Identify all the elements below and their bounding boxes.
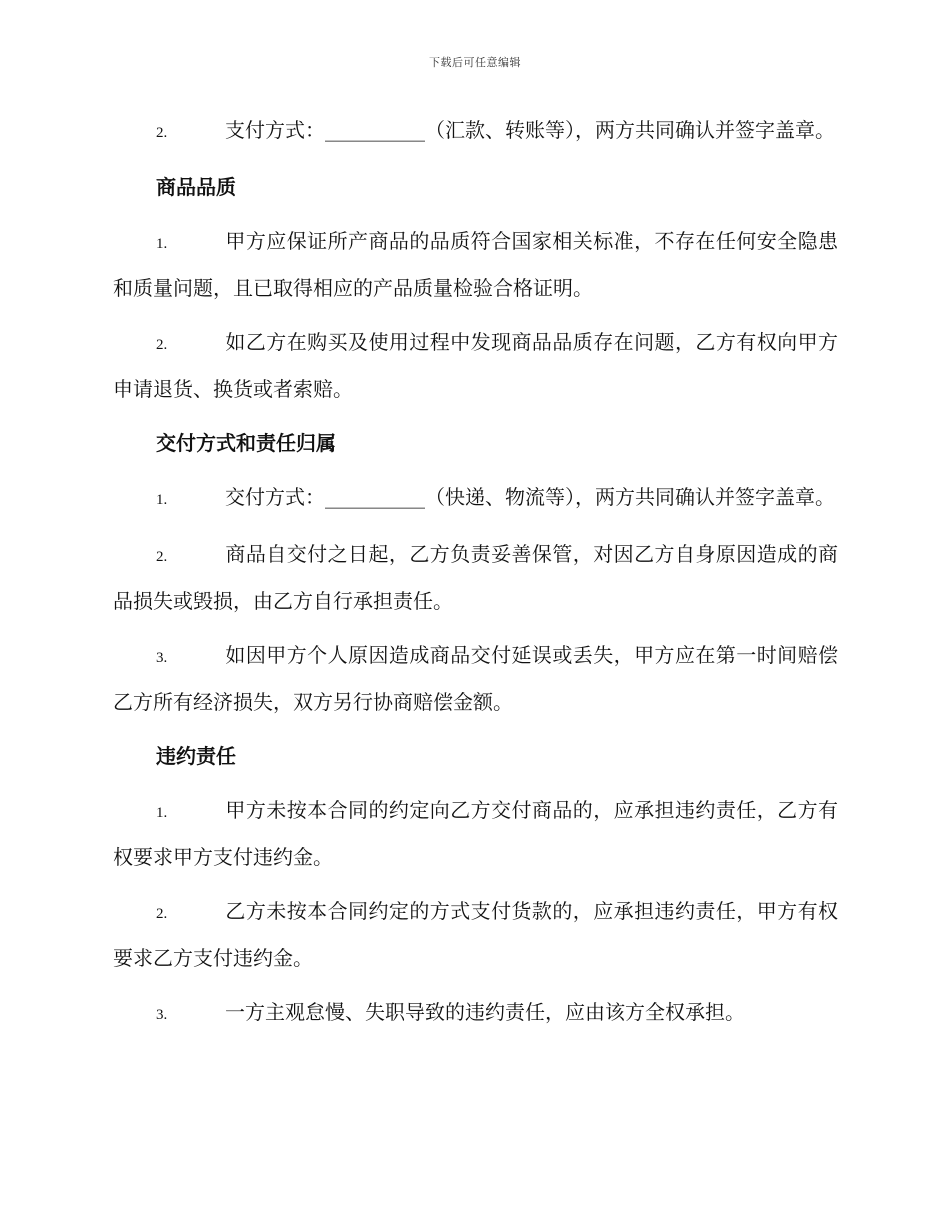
- item-number: 1.: [156, 492, 168, 508]
- item-number: 2.: [156, 549, 168, 565]
- item-text: 甲方未按本合同的约定向乙方交付商品的，应承担违约责任，乙方有权要求甲方支付违约金。: [113, 798, 838, 869]
- list-item: [113, 320, 838, 411]
- section-heading-delivery: 交付方式和责任归属: [156, 431, 336, 455]
- item-text: 支付方式：__________（汇款、转账等），两方共同确认并签字盖章。: [225, 118, 835, 142]
- item-number: 3.: [156, 1007, 168, 1023]
- list-item: [113, 990, 838, 1037]
- item-number: 1.: [156, 236, 168, 252]
- item-text: 交付方式：__________（快递、物流等），两方共同确认并签字盖章。: [225, 485, 835, 509]
- section-heading-breach: 违约责任: [156, 744, 236, 768]
- list-item: [113, 788, 838, 879]
- page-header: 下载后可任意编辑: [429, 56, 521, 69]
- item-number: 3.: [156, 650, 168, 666]
- item-number: 2.: [156, 125, 168, 141]
- item-text: 乙方未按本合同约定的方式支付货款的，应承担违约责任，甲方有权要求乙方支付违约金。: [113, 899, 838, 970]
- list-item: [113, 532, 838, 623]
- item-text: 甲方应保证所产商品的品质符合国家相关标准，不存在任何安全隐患和质量问题，且已取得相应的产品质量检验合格证明。: [113, 229, 838, 300]
- item-number: 2.: [156, 337, 168, 353]
- item-number: 1.: [156, 805, 168, 821]
- list-item: [113, 219, 838, 310]
- item-text: 如因甲方个人原因造成商品交付延误或丢失，甲方应在第一时间赔偿乙方所有经济损失，双方另行协商赔偿金额。: [113, 643, 838, 714]
- item-text: 一方主观怠慢、失职导致的违约责任，应由该方全权承担。: [225, 1000, 745, 1024]
- list-item: [113, 475, 838, 522]
- section-heading-quality: 商品品质: [156, 175, 236, 199]
- item-number: 2.: [156, 906, 168, 922]
- item-text: 商品自交付之日起，乙方负责妥善保管，对因乙方自身原因造成的商品损失或毁损，由乙方自行承担责任。: [113, 542, 838, 613]
- list-item: [113, 633, 838, 724]
- item-text: 如乙方在购买及使用过程中发现商品品质存在问题，乙方有权向甲方申请退货、换货或者索赔。: [113, 330, 838, 401]
- list-item: [113, 108, 838, 155]
- list-item: [113, 889, 838, 980]
- document-body: [113, 108, 838, 1047]
